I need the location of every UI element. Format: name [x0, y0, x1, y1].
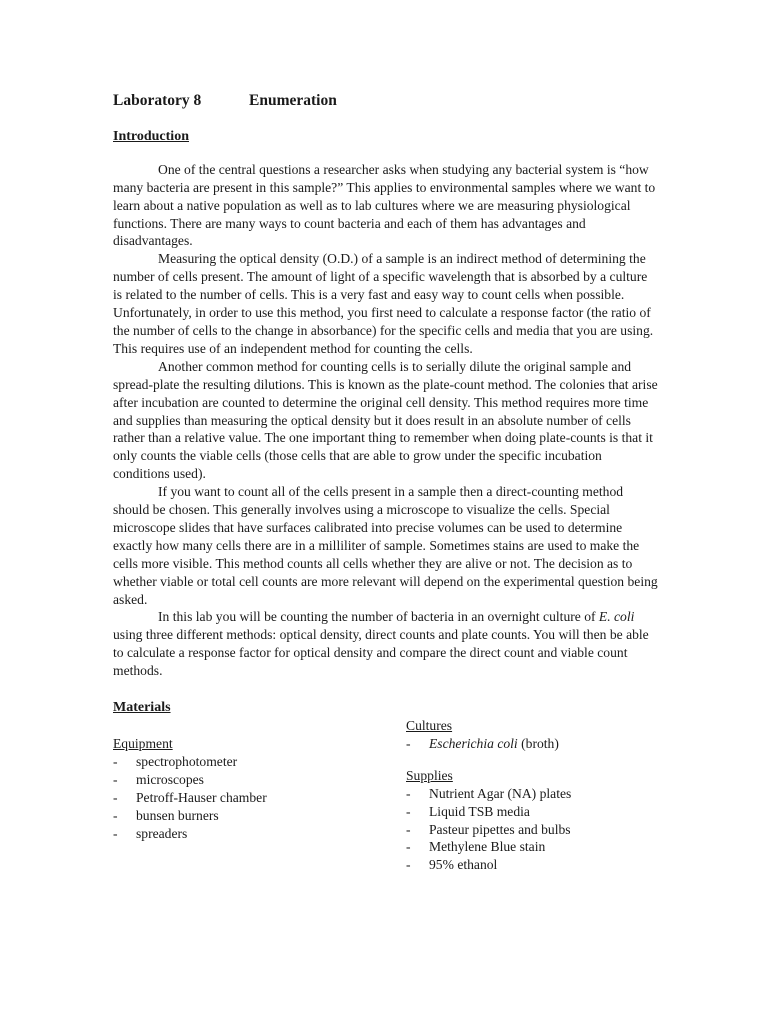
- equipment-section: [113, 735, 373, 842]
- equipment-heading: Equipment: [113, 736, 173, 751]
- intro-paragraph-3: Another common method for counting cells is to serially dilute the original sample and spread-plate the resulting dilutions. This is known as the plate-count method. The colonies that arise after incubation are counted to determine the original cell density. This method requires more time and supplies than measuring the optical density but it does result in an absolute number of cells rather than a relative value. The one important thing to remember when doing plate-counts is that it only counts the viable cells (those cells that are able to grow under the specific incubation conditions used).: [113, 358, 658, 482]
- equipment-item: - bunsen burners: [113, 807, 373, 825]
- equipment-item: - spreaders: [113, 825, 373, 843]
- supply-item: - Liquid TSB media: [406, 803, 666, 821]
- paragraph-5-text-end: using three different methods: optical density, direct counts and plate counts. You will then be able to calculate a response factor for optical density and compare the direct count and viable count methods.: [113, 627, 649, 679]
- equipment-item: - microscopes: [113, 771, 373, 789]
- lab-title: [113, 92, 658, 110]
- intro-paragraph-2: Measuring the optical density (O.D.) of a sample is an indirect method of determining the number of cells present. The amount of light of a specific wavelength that is absorbed by a culture is related to the number of cells. This is a very fast and easy way to count cells when possible. Unfortunately, in order to use this method, you first need to calculate a response factor (the ratio of the number of cells to the change in absorbance) for the specific cells and media that you are using. This requires use of an independent method for counting the cells.: [113, 251, 654, 356]
- equipment-item: - spectrophotometer: [113, 753, 373, 771]
- cultures-list: [406, 735, 666, 753]
- supplies-list: [406, 785, 666, 875]
- supply-item: - Pasteur pipettes and bulbs: [406, 821, 666, 839]
- introduction-heading: Introduction: [113, 128, 189, 144]
- supply-item: - Methylene Blue stain: [406, 838, 666, 856]
- lab-number: Laboratory 8: [113, 92, 202, 109]
- cultures-supplies-section: [406, 717, 666, 874]
- materials-heading: Materials: [113, 700, 171, 716]
- organism-name: E. coli: [598, 609, 635, 625]
- intro-paragraph-4: If you want to count all of the cells present in a sample then a direct-counting method should be chosen. This generally involves using a microscope to visualize the cells. Special microscope slides that have surfaces calibrated into precise volumes can be used to determine exactly how many cells there are in a milliliter of sample. Sometimes stains are used to make the cells more visible. This method counts all cells whether they are alive or not. The decision as to whether viable or total cell counts are more relevant will depend on the experimental question being asked.: [113, 484, 658, 607]
- materials-columns: [113, 717, 658, 917]
- supplies-heading: Supplies: [406, 767, 453, 783]
- paragraph-5-text-start: In this lab you will be counting the number of bacteria in an overnight culture of: [158, 609, 599, 625]
- document-page: [113, 92, 658, 917]
- cultures-heading: Cultures: [406, 718, 453, 733]
- culture-species: Escherichia coli: [429, 735, 518, 751]
- supply-item: - 95% ethanol: [406, 856, 666, 874]
- intro-paragraph-1: One of the central questions a researcher asks when studying any bacterial system is “how many bacteria are present in this sample?” This applies to environmental samples where we want to learn about a native population as well as to lab cultures where we are measuring physiological functions. There are many ways to count bacteria and each of them has advantages and disadvantages.: [113, 161, 656, 249]
- equipment-list: [113, 753, 373, 843]
- supply-item: - Nutrient Agar (NA) plates: [406, 785, 666, 803]
- equipment-item: - Petroff-Hauser chamber: [113, 789, 373, 807]
- culture-item: [406, 735, 666, 753]
- intro-paragraph-5: [113, 608, 658, 680]
- lab-name: Enumeration: [249, 92, 337, 109]
- culture-medium: (broth): [517, 735, 559, 751]
